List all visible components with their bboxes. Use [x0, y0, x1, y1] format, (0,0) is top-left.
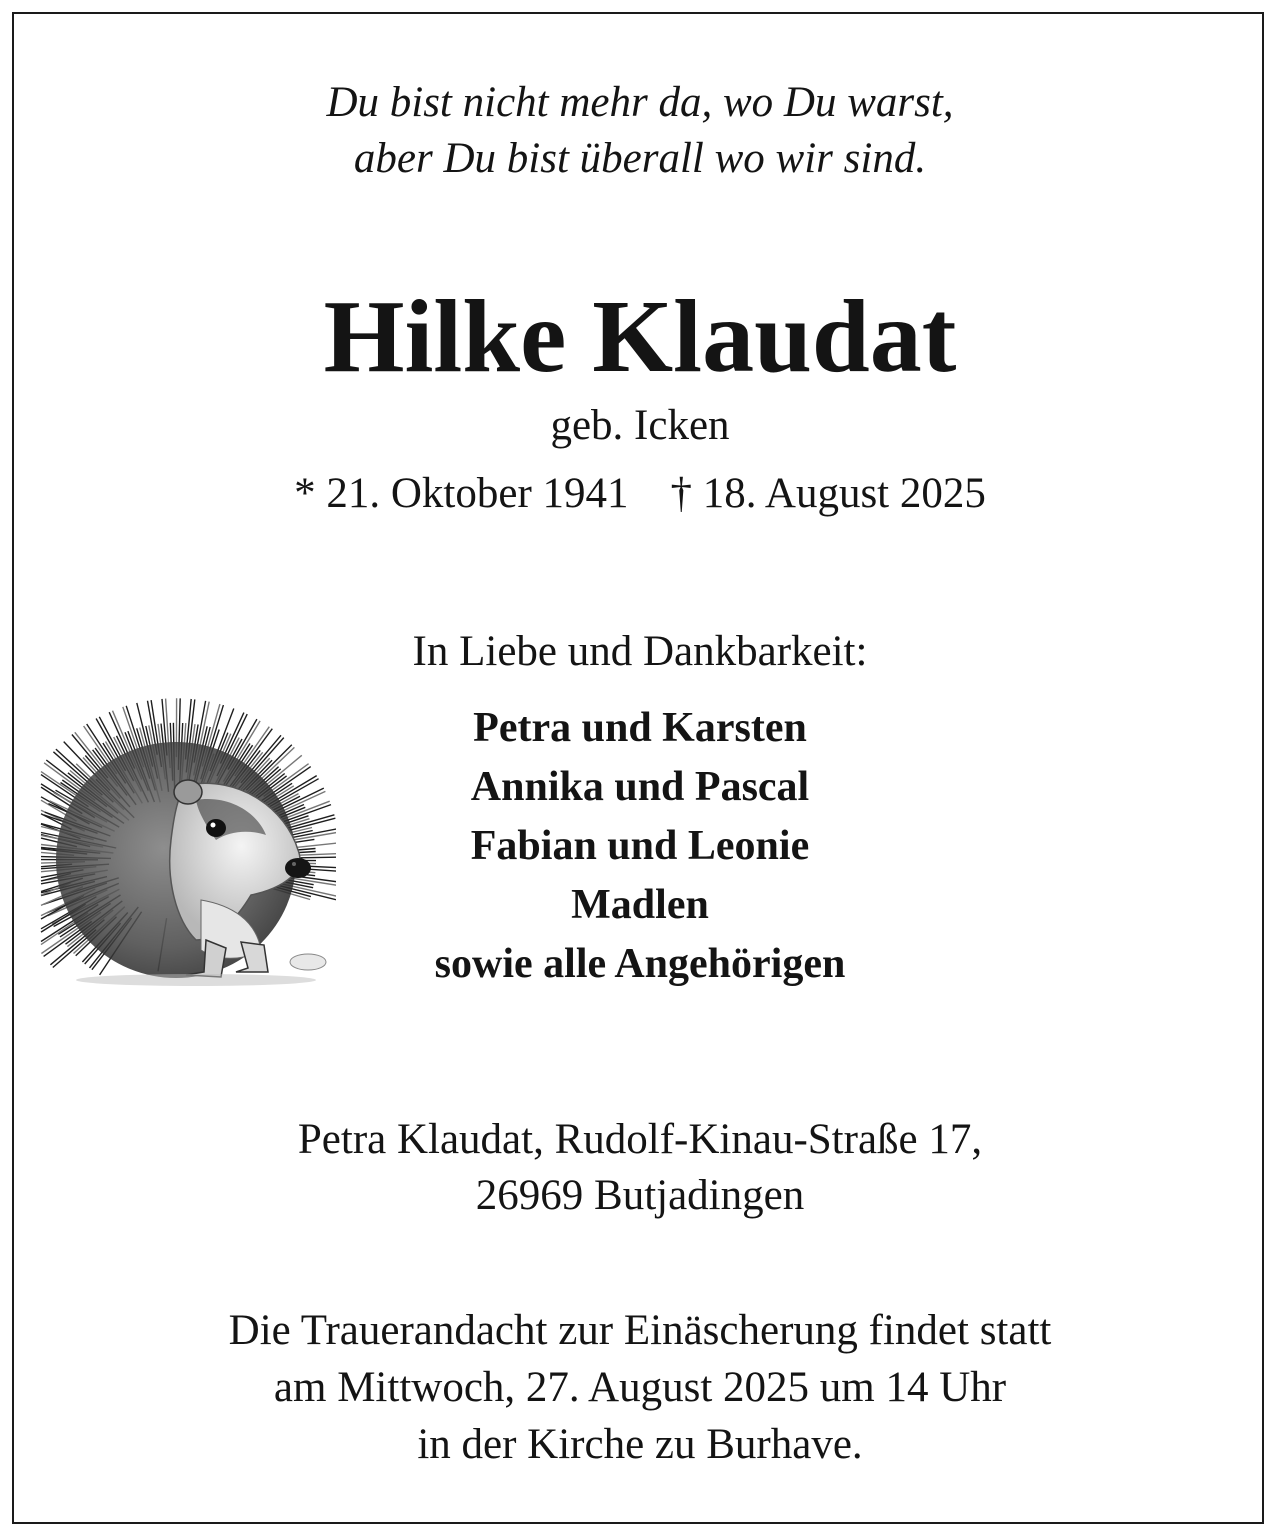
- life-dates: [0, 466, 1280, 522]
- birth-date: * 21. Oktober 1941: [294, 470, 629, 517]
- mourner-name: Petra und Karsten: [473, 705, 807, 751]
- hedgehog-icon: [36, 690, 336, 1000]
- address-line-1: Petra Klaudat, Rudolf-Kinau-Straße 17,: [297, 1116, 983, 1163]
- mourner-name: sowie alle Angehörigen: [434, 941, 846, 987]
- mourner-name: Fabian und Leonie: [470, 823, 810, 869]
- address-line-2: 26969 Butjadingen: [475, 1172, 805, 1219]
- quote-line-1: Du bist nicht mehr da, wo Du warst,: [326, 79, 954, 126]
- mourner-name: Annika und Pascal: [470, 764, 810, 810]
- mourners-intro: In Liebe und Dankbarkeit:: [412, 628, 868, 675]
- maiden-name: geb. Icken: [550, 402, 730, 449]
- mourner-name: Madlen: [571, 882, 709, 928]
- service-line-2: am Mittwoch, 27. August 2025 um 14 Uhr: [273, 1364, 1007, 1411]
- death-date: † 18. August 2025: [670, 470, 986, 517]
- service-line-1: Die Trauerandacht zur Einäscherung findet statt: [228, 1307, 1052, 1354]
- deceased-name: Hilke Klaudat: [323, 279, 957, 394]
- service-line-3: in der Kirche zu Burhave.: [417, 1421, 863, 1468]
- quote-line-2: aber Du bist überall wo wir sind.: [353, 135, 927, 182]
